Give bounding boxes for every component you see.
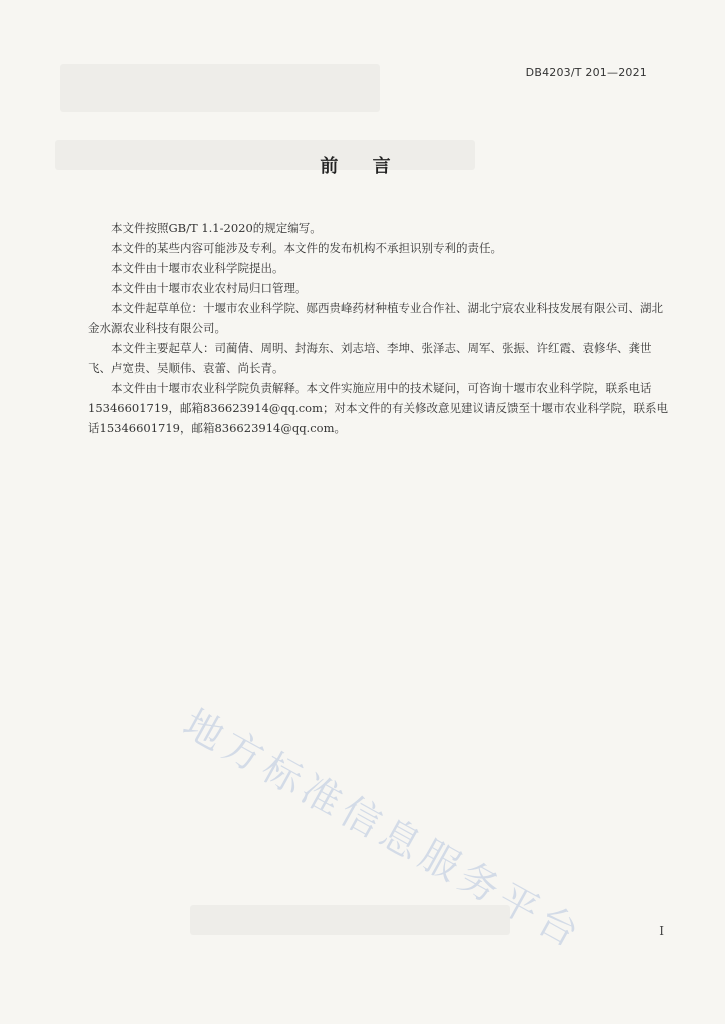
bleed-through-mark (190, 905, 510, 935)
paragraph: 本文件由十堰市农业科学院负责解释。本文件实施应用中的技术疑问，可咨询十堰市农业科学院，联系电话15346601719，邮箱836623914@qq.com；对本文件的有关修改意见建议请反馈至十堰市农业科学院，联系电话15346601719，邮箱836623914@qq.com。 (88, 381, 668, 435)
bleed-through-mark (60, 64, 380, 112)
paragraph: 本文件按照GB/T 1.1-2020的规定编写。 (111, 221, 322, 235)
page-number: I (659, 924, 664, 938)
watermark-text: 地方标准信息服务平台 (175, 701, 591, 959)
paragraph: 本文件主要起草人：司蔺倩、周明、封海东、刘志培、李坤、张泽志、周军、张振、许红霞、袁修华、龚世飞、卢宽贵、吴顺伟、袁蕾、尚长青。 (88, 341, 652, 375)
document-code: DB4203/T 201—2021 (525, 66, 647, 79)
paragraph: 本文件的某些内容可能涉及专利。本文件的发布机构不承担识别专利的责任。 (111, 241, 502, 255)
paragraph: 本文件起草单位：十堰市农业科学院、郧西贵峰药材种植专业合作社、湖北宁宸农业科技发展有限公司、湖北金水源农业科技有限公司。 (88, 301, 663, 335)
paragraph: 本文件由十堰市农业农村局归口管理。 (111, 281, 307, 295)
paragraph: 本文件由十堰市农业科学院提出。 (111, 261, 284, 275)
foreword-body (88, 218, 668, 438)
section-title: 前 言 (320, 156, 405, 177)
